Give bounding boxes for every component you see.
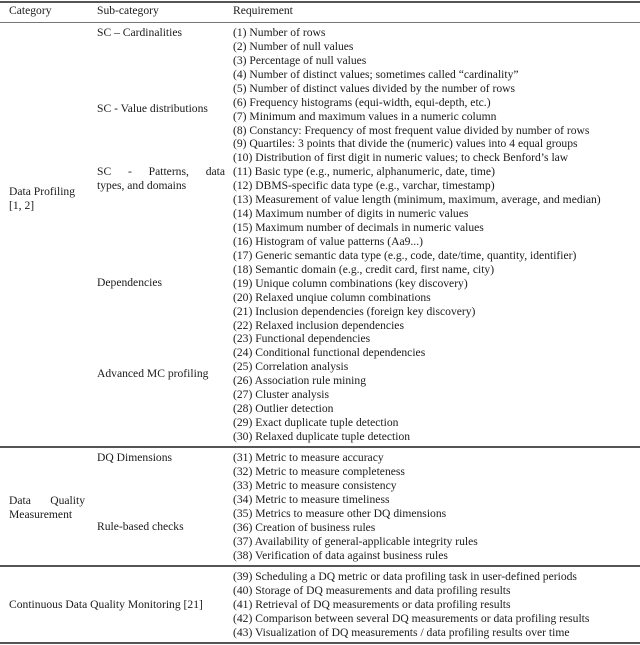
subcategory-label: Advanced MC profiling bbox=[97, 367, 209, 380]
requirement-item: (19) Unique column combinations (key discovery) bbox=[233, 276, 468, 290]
requirement-item: (26) Association rule mining bbox=[233, 374, 366, 388]
requirement-item: (2) Number of null values bbox=[233, 39, 354, 53]
requirement-item: (31) Metric to measure accuracy bbox=[233, 451, 384, 464]
subcategory-label: DQ Dimensions bbox=[97, 451, 173, 464]
requirement-item: (1) Number of rows bbox=[233, 26, 326, 39]
category-label: Data Profiling [1, 2] bbox=[9, 185, 76, 212]
requirement-item: (10) Distribution of first digit in numeric values; to check Benford’s law bbox=[233, 151, 569, 165]
requirement-item: (16) Histogram of value patterns (Aa9...) bbox=[233, 234, 423, 248]
requirement-item: (39) Scheduling a DQ metric or data profiling task in user-defined periods bbox=[233, 570, 577, 583]
subcategory-label: SC - Value distributions bbox=[97, 102, 208, 115]
requirement-item: (5) Number of distinct values divided by the number of rows bbox=[233, 81, 516, 95]
requirement-item: (32) Metric to measure completeness bbox=[233, 464, 405, 478]
requirement-item: (4) Number of distinct values; sometimes called “cardinality” bbox=[233, 67, 519, 81]
subcategory-label: Dependencies bbox=[97, 276, 163, 289]
header-rule bbox=[0, 22, 640, 23]
requirement-item: (9) Quartiles: 3 points that divide the (numeric) values into 4 equal groups bbox=[233, 137, 578, 151]
requirement-item: (21) Inclusion dependencies (foreign key discovery) bbox=[233, 304, 476, 318]
requirement-item: (25) Correlation analysis bbox=[233, 360, 349, 374]
header-subcategory: Sub-category bbox=[97, 4, 159, 17]
requirement-item: (18) Semantic domain (e.g., credit card, first name, city) bbox=[233, 262, 495, 276]
section-rule-2 bbox=[0, 565, 640, 567]
requirement-item: (40) Storage of DQ measurements and data profiling results bbox=[233, 583, 511, 597]
requirement-item: (20) Relaxed unqiue column combinations bbox=[233, 290, 431, 304]
requirement-item: (29) Exact duplicate tuple detection bbox=[233, 416, 399, 430]
requirement-item: (14) Maximum number of digits in numeric values bbox=[233, 207, 469, 221]
requirement-item: (22) Relaxed inclusion dependencies bbox=[233, 318, 404, 332]
requirement-item: (34) Metric to measure timeliness bbox=[233, 492, 390, 506]
requirement-item: (42) Comparison between several DQ measurements or data profiling results bbox=[233, 611, 590, 625]
requirement-item: (15) Maximum number of decimals in numeric values bbox=[233, 221, 484, 235]
requirement-item: (38) Verification of data against business rules bbox=[233, 548, 448, 562]
requirement-item: (11) Basic type (e.g., numeric, alphanumeric, date, time) bbox=[233, 165, 495, 179]
requirement-item: (12) DBMS-specific data type (e.g., varchar, timestamp) bbox=[233, 179, 495, 193]
requirement-item: (28) Outlier detection bbox=[233, 402, 334, 416]
requirement-item: (43) Visualization of DQ measurements / data profiling results over time bbox=[233, 625, 570, 639]
requirement-item: (3) Percentage of null values bbox=[233, 53, 367, 67]
requirement-item: (23) Functional dependencies bbox=[233, 332, 371, 346]
requirement-item: (17) Generic semantic data type (e.g., code, date/time, quantity, identifier) bbox=[233, 248, 577, 262]
requirement-item: (24) Conditional functional dependencies bbox=[233, 346, 426, 360]
subcategory-label: SC – Cardinalities bbox=[97, 26, 183, 39]
subcategory-label: SC - Patterns, data types, and domains bbox=[97, 165, 225, 192]
requirement-item: (13) Measurement of value length (minimum, maximum, average, and median) bbox=[233, 193, 601, 207]
requirement-item: (7) Minimum and maximum values in a numeric column bbox=[233, 109, 497, 123]
header-requirement: Requirement bbox=[233, 4, 293, 17]
requirement-item: (6) Frequency histograms (equi-width, equi-depth, etc.) bbox=[233, 95, 491, 109]
subcategory-label: Rule-based checks bbox=[97, 520, 184, 533]
requirement-item: (30) Relaxed duplicate tuple detection bbox=[233, 429, 411, 443]
requirement-item: (41) Retrieval of DQ measurements or data profiling results bbox=[233, 597, 511, 611]
requirement-item: (35) Metrics to measure other DQ dimensions bbox=[233, 506, 447, 520]
section-rule-1 bbox=[0, 446, 640, 448]
requirement-item: (8) Constancy: Frequency of most frequent value divided by number of rows bbox=[233, 123, 590, 137]
requirement-item: (36) Creation of business rules bbox=[233, 520, 376, 534]
requirement-item: (33) Metric to measure consistency bbox=[233, 478, 397, 492]
top-rule bbox=[0, 1, 640, 3]
requirement-item: (37) Availability of general-applicable integrity rules bbox=[233, 534, 478, 548]
header-category: Category bbox=[9, 4, 52, 17]
requirement-item: (27) Cluster analysis bbox=[233, 388, 329, 402]
category-label: Continuous Data Quality Monitoring [21] bbox=[9, 598, 203, 611]
bottom-rule bbox=[0, 642, 640, 644]
category-label: Data Quality Measurement bbox=[9, 494, 85, 521]
